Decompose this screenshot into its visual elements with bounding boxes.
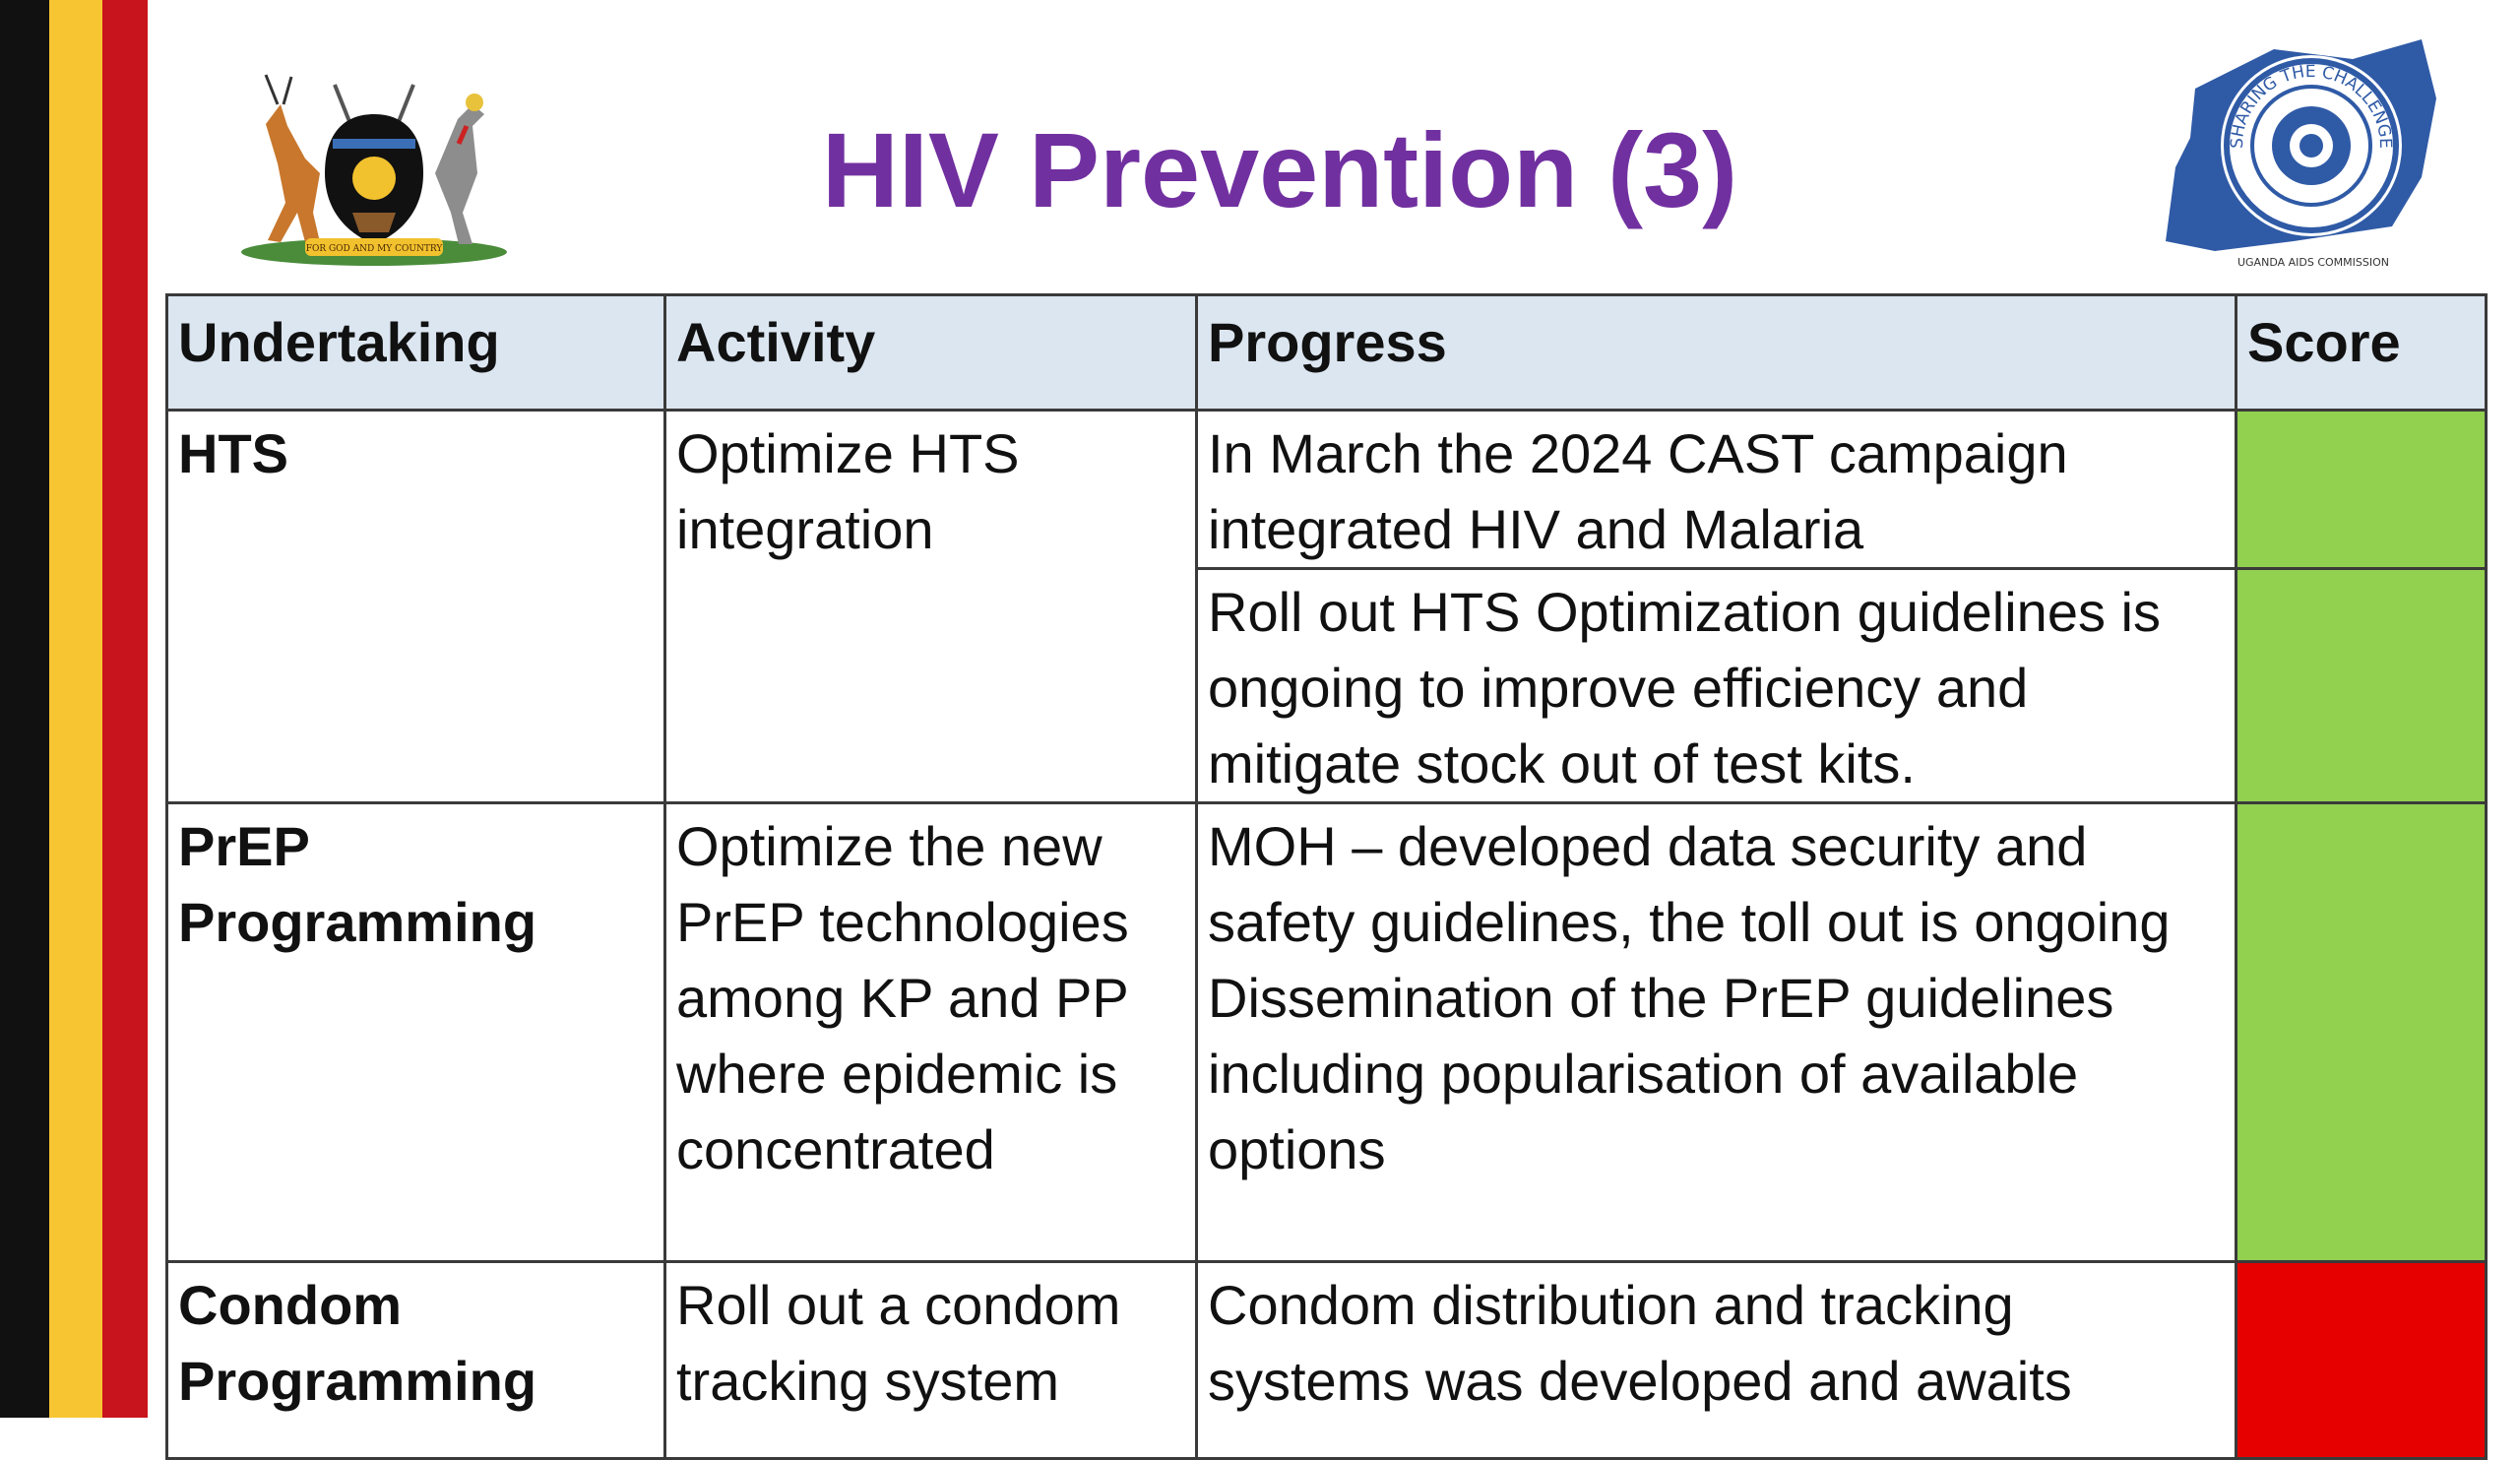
progress-cell: In March the 2024 CAST campaign integrated HIV and Malaria — [1197, 411, 2236, 569]
activity-cell: Roll out a condom tracking system — [665, 1262, 1197, 1459]
progress-cell: Roll out HTS Optimization guidelines is ongoing to improve efficiency and mitigate stock out of test kits. — [1197, 569, 2236, 803]
activity-cell: Optimize HTS integration — [665, 411, 1197, 803]
activity-cell: Optimize the new PrEP technologies among KP and PP where epidemic is concentrated — [665, 803, 1197, 1262]
header-undertaking: Undertaking — [167, 295, 665, 411]
progress-table — [165, 293, 2488, 1460]
progress-cell: Condom distribution and tracking systems was developed and awaits — [1197, 1262, 2236, 1459]
undertaking-cell: PrEP Programming — [167, 803, 665, 1262]
undertaking-cell: Condom Programming — [167, 1262, 665, 1459]
page-title: HIV Prevention (3) — [821, 110, 1738, 229]
table-row — [167, 803, 2487, 1262]
uganda-aids-commission-logo — [2156, 30, 2451, 276]
score-indicator-green — [2236, 411, 2487, 569]
score-indicator-green — [2236, 569, 2487, 803]
progress-cell — [1197, 803, 2236, 1262]
table-row — [167, 411, 2487, 569]
undertaking-cell: HTS — [167, 411, 665, 803]
logo-caption: UGANDA AIDS COMMISSION — [2236, 256, 2390, 269]
table-header-row — [167, 295, 2487, 411]
progress-text: MOH – developed data security and safety guidelines, the toll out is ongoing — [1208, 815, 2171, 953]
table-row — [167, 1262, 2487, 1459]
logo-ring-text: SHARING THE CHALLENGE — [2227, 61, 2396, 150]
coat-of-arms-motto: FOR GOD AND MY COUNTRY — [305, 244, 443, 254]
progress-text-extra: Dissemination of the PrEP guidelines including popularisation of available options — [1208, 967, 2114, 1180]
header-progress: Progress — [1197, 295, 2236, 411]
score-indicator-red — [2236, 1262, 2487, 1459]
header-activity: Activity — [665, 295, 1197, 411]
score-indicator-green — [2236, 803, 2487, 1262]
header-score: Score — [2236, 295, 2487, 411]
